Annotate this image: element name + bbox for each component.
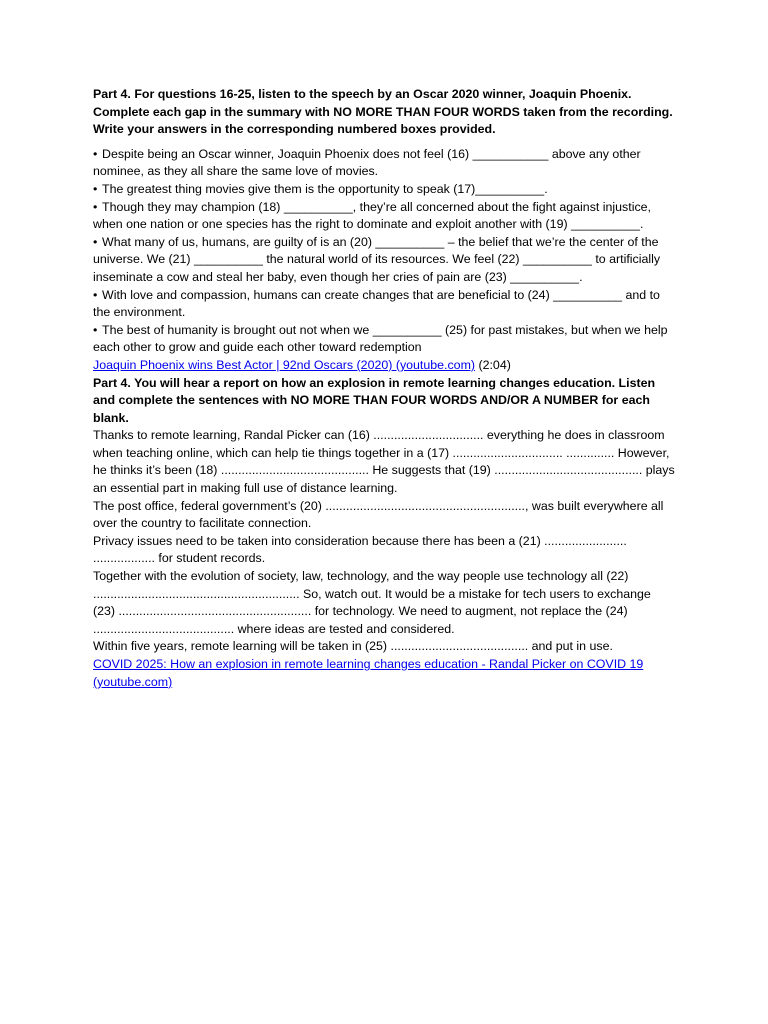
bullet-icon: •: [93, 181, 98, 196]
bullet-text: Despite being an Oscar winner, Joaquin Phoenix does not feel (16) ___________ above any other nominee, as they all share the same love of movies.: [93, 146, 641, 179]
paragraph-16-19: Thanks to remote learning, Randal Picker can (16) ................................ everything he does in classroom when teaching online, which can help tie things together in a (17) ................................ .............. However, he thinks it’s been (18) ........................................... He suggests that (19) ........................................... plays an essential part in making full use of distance learning.: [93, 428, 675, 496]
bullet-list: [93, 146, 675, 357]
bullet-item-24: [93, 287, 675, 322]
youtube-link-joaquin-phoenix[interactable]: Joaquin Phoenix wins Best Actor | 92nd Oscars (2020) (youtube.com): [93, 357, 476, 372]
bullet-item-16: [93, 146, 675, 181]
paragraph-22-24: Together with the evolution of society, law, technology, and the way people use technology all (22) ............................................................ So, watch out. It would be a mistake for tech users to exchange (23) ........................................................ for technology. We need to augment, not replace the (24) ......................................... where ideas are tested and considered.: [93, 569, 651, 636]
video-link-line-2: [93, 656, 675, 691]
bullet-text: The best of humanity is brought out not when we __________ (25) for past mistakes, but when we help each other to grow and guide each other toward redemption: [93, 322, 668, 355]
document-page: [93, 86, 675, 691]
video-duration: (2:04): [475, 357, 511, 372]
bullet-item-18: [93, 199, 675, 234]
bullet-item-20: [93, 234, 675, 287]
video-link-line-1: [93, 357, 675, 375]
bullet-icon: •: [93, 146, 98, 161]
paragraph-20: The post office, federal government’s (20) .........................................................., was built everywhere all over the country to facilitate connection.: [93, 498, 664, 531]
bullet-text: The greatest thing movies give them is the opportunity to speak (17)__________.: [102, 181, 548, 196]
bullet-icon: •: [93, 322, 98, 337]
bullet-icon: •: [93, 199, 98, 214]
youtube-link-remote-learning[interactable]: COVID 2025: How an explosion in remote learning changes education - Randal Picker on COVID 19 (youtube.com): [93, 657, 644, 689]
bullet-item-17: [93, 181, 675, 199]
paragraph-25: Within five years, remote learning will be taken in (25) ........................................ and put in use.: [93, 639, 613, 654]
part4-heading-1: Part 4. For questions 16-25, listen to the speech by an Oscar 2020 winner, Joaquin Phoenix. Complete each gap in the summary with NO MORE THAN FOUR WORDS taken from the recording. Write your answers in the corresponding numbered boxes provided.: [93, 87, 673, 137]
bullet-text: What many of us, humans, are guilty of is an (20) __________ – the belief that we’re the center of the universe. We (21) __________ the natural world of its resources. We feel (22) __________ to artificially inseminate a cow and steal her baby, even though her cries of pain are (23) __________.: [93, 234, 661, 284]
part4-heading-2: Part 4. You will hear a report on how an explosion in remote learning changes education. Listen and complete the sentences with NO MORE THAN FOUR WORDS AND/OR A NUMBER for each blank.: [93, 375, 656, 425]
bullet-text: Though they may champion (18) __________, they’re all concerned about the fight against injustice, when one nation or one species has the right to dominate and exploit another with (19) __________.: [93, 199, 651, 232]
bullet-text: With love and compassion, humans can create changes that are beneficial to (24) __________ and to the environment.: [93, 287, 660, 320]
bullet-icon: •: [93, 287, 98, 302]
bullet-icon: •: [93, 234, 98, 249]
bullet-item-25: [93, 322, 675, 357]
paragraph-21: Privacy issues need to be taken into consideration because there has been a (21) ........................ .................. for student records.: [93, 533, 627, 566]
